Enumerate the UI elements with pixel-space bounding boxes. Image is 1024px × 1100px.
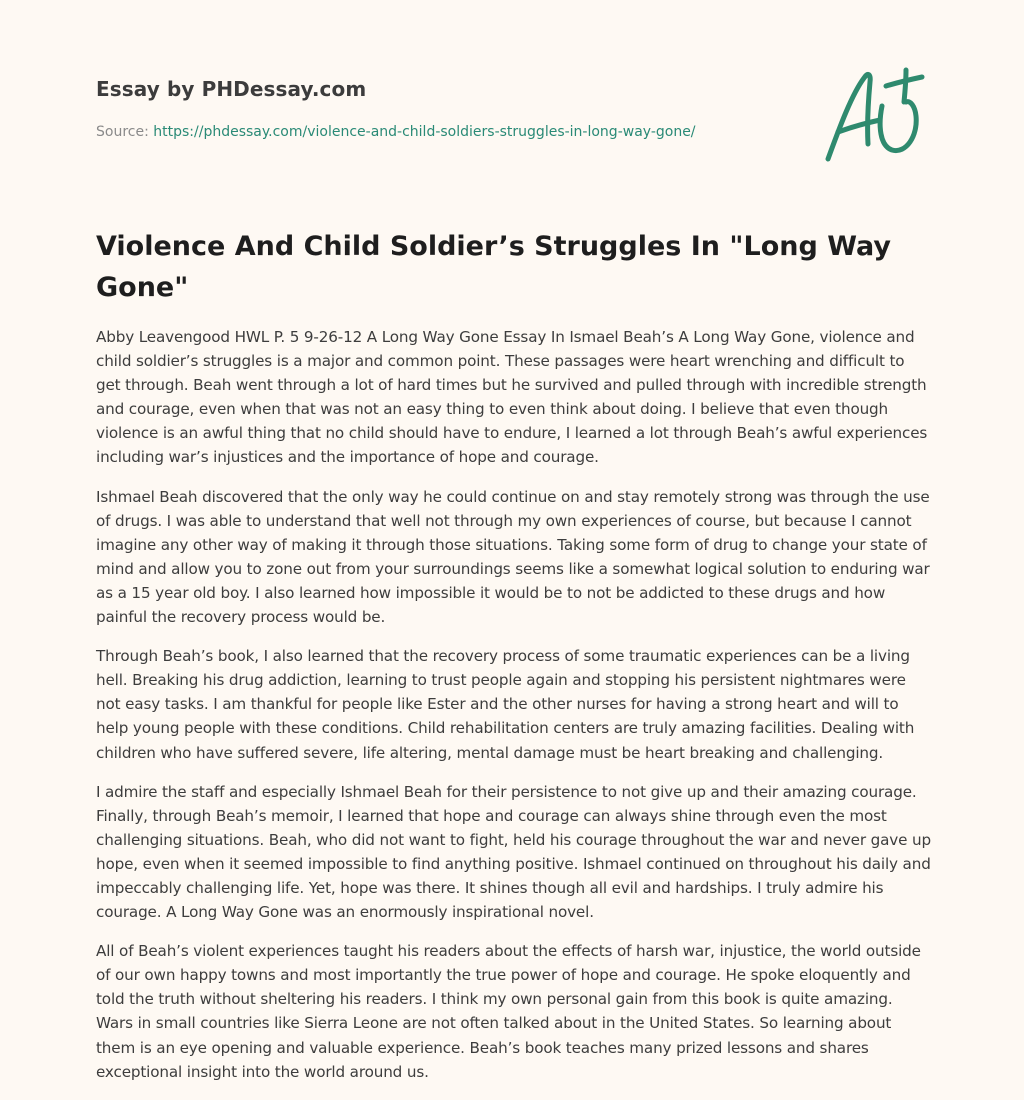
source-label: Source: bbox=[96, 124, 149, 140]
source-link[interactable]: https://phdessay.com/violence-and-child-soldiers-struggles-in-long-way-gone/ bbox=[153, 124, 696, 140]
source-line bbox=[96, 124, 696, 140]
essay-title: Violence And Child Soldier’s Struggles In "Long Way Gone" bbox=[96, 231, 891, 303]
essay-paragraph: Through Beah’s book, I also learned that the recovery process of some traumatic experiences can be a living hell. Breaking his drug addiction, learning to trust people again and stopping his persistent nightmares were not easy tasks. I am thankful for people like Ester and the other nurses for having a strong heart and will to help young people with these conditions. Child rehabilitation centers are truly amazing facilities. Dealing with children who have suffered severe, life altering, mental damage must be heart breaking and challenging. bbox=[96, 647, 915, 762]
essay-body bbox=[96, 325, 932, 1099]
brand-title: Essay by PHDessay.com bbox=[96, 77, 367, 101]
essay-paragraph: Abby Leavengood HWL P. 5 9-26-12 A Long Way Gone Essay In Ismael Beah’s A Long Way Gone, violence and child soldier’s struggles is a major and common point. These passages were heart wrenching and difficult to get through. Beah went through a lot of hard times but he survived and pulled through with incredible strength and courage, even when that was not an easy thing to even think about doing. I believe that even though violence is an awful thing that no child should have to endure, I learned a lot through Beah’s awful experiences including war’s injustices and the importance of hope and courage. bbox=[96, 328, 928, 467]
essay-paragraph: Ishmael Beah discovered that the only way he could continue on and stay remotely strong was through the use of drugs. I was able to understand that well not through my own experiences of course, but because I cannot imagine any other way of making it through those situations. Taking some form of drug to change your state of mind and allow you to zone out from your surroundings seems like a somewhat logical solution to enduring war as a 15 year old boy. I also learned how impossible it would be to not be addicted to these drugs and how painful the recovery process would be. bbox=[96, 487, 930, 627]
essay-paragraph: All of Beah’s violent experiences taught his readers about the effects of harsh war, injustice, the world outside of our own happy towns and most importantly the true power of hope and courage. He spoke eloquently and told the truth without sheltering his readers. I think my own personal gain from this book is quite amazing. Wars in small countries like Sierra Leone are not often talked about in the United States. So learning about them is an eye opening and valuable experience. Beah’s book teaches many prized lessons and shares exceptional insight into the world around us. bbox=[96, 942, 921, 1081]
a-plus-logo-icon bbox=[822, 66, 928, 166]
essay-paragraph: I admire the staff and especially Ishmael Beah for their persistence to not give up and their amazing courage. Finally, through Beah’s memoir, I learned that hope and courage can always shine through even the most challenging situations. Beah, who did not want to fight, held his courage throughout the war and never gave up hope, even when it seemed impossible to find anything positive. Ishmael continued on throughout his daily and impeccably challenging life. Yet, hope was there. It shines though all evil and hardships. I truly admire his courage. A Long Way Gone was an enormously inspirational novel. bbox=[96, 782, 931, 922]
